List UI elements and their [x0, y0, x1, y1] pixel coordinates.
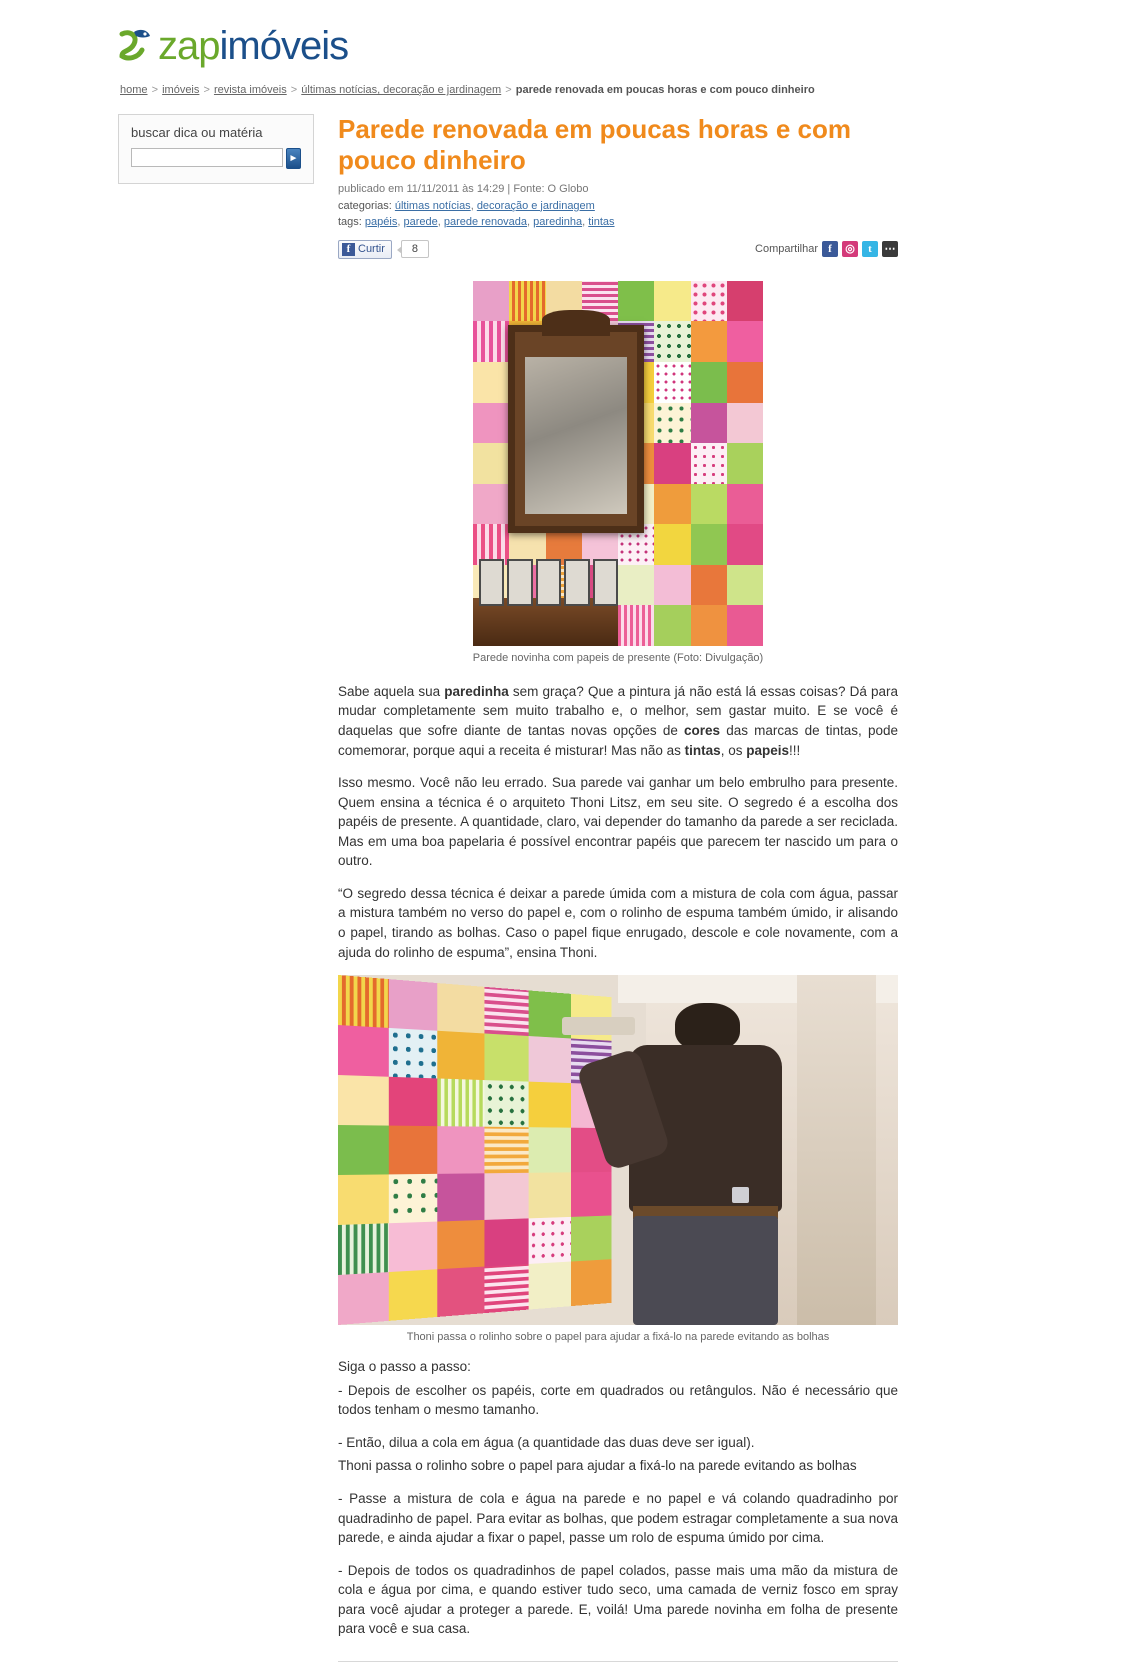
- tags-label: tags:: [338, 216, 362, 229]
- facebook-icon[interactable]: f: [822, 241, 838, 257]
- comma: ,: [582, 216, 586, 229]
- more-share-icon[interactable]: ⋯: [882, 241, 898, 257]
- facebook-like-button[interactable]: [338, 240, 392, 259]
- category-link-ultimas-noticias[interactable]: últimas notícias: [394, 199, 471, 212]
- logo-text-imoveis: imóveis: [219, 24, 349, 68]
- search-input[interactable]: [131, 148, 283, 167]
- step-2-note: Thoni passa o rolinho sobre o papel para ajudar a fixá-lo na parede evitando as bolhas: [338, 1458, 857, 1474]
- photo-frame: [507, 559, 532, 606]
- breadcrumb-separator: >: [203, 84, 210, 96]
- steps-intro: Siga o passo a passo:: [338, 1359, 471, 1375]
- comma: ,: [397, 216, 401, 229]
- article-body-top: [338, 682, 898, 962]
- comma: ,: [437, 216, 441, 229]
- wall-corner: [797, 975, 875, 1325]
- comma: ,: [527, 216, 531, 229]
- paragraph-3: “O segredo dessa técnica é deixar a parede úmida com a mistura de cola com água, passar a mistura também no verso do papel e, com o rolinho de espuma também úmido, ir alisando o papel, tirando as bolhas. Caso o papel fique enrugado, descole e cole novamente, com a ajuda do rolinho de espuma”, ensina Thoni.: [338, 885, 898, 960]
- step-1: - Depois de escolher os papéis, corte em quadrados ou retângulos. Não é necessário que todos tenham o mesmo tamanho.: [338, 1382, 898, 1418]
- breadcrumb-separator: >: [151, 84, 159, 96]
- tags-line: [338, 214, 898, 231]
- wristwatch: [732, 1187, 749, 1203]
- photo-frame: [479, 559, 504, 606]
- site-header: [0, 0, 1141, 70]
- parede-patchwork-espelho-photo: [473, 281, 763, 646]
- figure-caption-1: Parede novinha com papeis de presente (Foto: Divulgação): [472, 651, 764, 664]
- share-widget: [755, 241, 898, 257]
- category-link-decoracao[interactable]: decoração e jardinagem: [476, 199, 595, 212]
- photo-frames-group: [479, 547, 618, 605]
- facebook-like-label: Curtir: [358, 243, 385, 256]
- step-3: - Passe a mistura de cola e água na parede e no papel e vá colando quadradinho por quadradinho de papel. Para evitar as bolhas, que podem estragar completamente a sua nova parede, e ainda ajudar a fixar o papel, passe um rolo de espuma úmido por cima.: [338, 1490, 898, 1546]
- article-figure-2: [338, 975, 898, 1343]
- step-4: - Depois de todos os quadradinhos de papel colados, passe mais uma mão da mistura de cola e água por cima, e quando estiver tudo seco, uma camada de verniz fosco em spray para você ajudar a proteger a parede. E, voilá! Uma parede novinha em folha de presente para você e sua casa.: [338, 1562, 898, 1637]
- tag-link-paredinha[interactable]: paredinha: [533, 216, 583, 229]
- tag-link-parede-renovada[interactable]: parede renovada: [443, 216, 528, 229]
- breadcrumb-item-current: parede renovada em poucas horas e com pouco dinheiro: [515, 84, 815, 96]
- article-meta: [338, 181, 898, 231]
- search-label: buscar dica ou matéria: [131, 125, 263, 140]
- facebook-like-widget: [338, 240, 429, 259]
- twitter-icon[interactable]: t: [862, 241, 878, 257]
- search-box: [118, 114, 314, 184]
- tag-link-parede[interactable]: parede: [403, 216, 438, 229]
- paragraph-2: Isso mesmo. Você não leu errado. Sua parede vai ganhar um belo embrulho para presente. Quem ensina a técnica é o arquiteto Thoni Litsz, em seu site. O segredo é a escolha dos papéis de presente. A quantidade, claro, vai depender do tamanho da parede a ser reciclada. Mas em uma boa papelaria é possível encontrar papéis que parecem ter nascido um para o outro.: [338, 775, 898, 869]
- comma: ,: [470, 199, 474, 212]
- breadcrumb-item-revista-imoveis[interactable]: revista imóveis: [213, 84, 287, 96]
- photo-frame: [564, 559, 589, 606]
- mirror-glass: [525, 357, 628, 514]
- breadcrumb: [0, 70, 1141, 96]
- main-column: [330, 114, 1141, 1662]
- content-wrapper: [0, 96, 1141, 1662]
- share-label: Compartilhar: [755, 243, 818, 256]
- tag-link-papeis[interactable]: papéis: [364, 216, 398, 229]
- mirror-graphic: [508, 325, 644, 533]
- mirror-crest: [542, 310, 611, 335]
- step-2: - Então, dilua a cola em água (a quantidade das duas deve ser igual).: [338, 1434, 755, 1450]
- logo-text-zap: zap: [158, 24, 220, 68]
- content-divider: [338, 1661, 898, 1662]
- facebook-like-count: 8: [401, 240, 429, 258]
- tag-link-tintas[interactable]: tintas: [588, 216, 615, 229]
- breadcrumb-separator: >: [505, 84, 512, 96]
- article-body-steps: [338, 1357, 898, 1639]
- photo-frame: [536, 559, 561, 606]
- facebook-icon: f: [342, 243, 355, 256]
- publish-info: publicado em 11/11/2011 às 14:29 | Fonte: O Globo: [338, 183, 589, 196]
- figure-caption-2: Thoni passa o rolinho sobre o papel para ajudar a fixá-lo na parede evitando as bolhas: [406, 1331, 830, 1344]
- social-row: [338, 240, 898, 259]
- submit-arrow-icon: ►: [288, 153, 299, 164]
- paragraph-1: Sabe aquela sua paredinha sem graça? Que a pintura já não está lá essas coisas? Dá para mudar completamente sem muito trabalho e, o melhor, sem gastar muito. E se você é daquelas que sofre diante de tantas novas opções de cores das marcas de tintas, pode comemorar, porque aqui a receita é misturar! Mas não as tintas, os papeis!!!: [338, 683, 898, 758]
- search-submit-button[interactable]: [286, 148, 301, 169]
- zap-bird-logo-icon: [118, 26, 154, 66]
- sidebar: [118, 114, 330, 1662]
- instagram-icon[interactable]: ◎: [842, 241, 858, 257]
- breadcrumb-item-home[interactable]: home: [120, 84, 148, 96]
- breadcrumb-separator: >: [290, 84, 298, 96]
- site-logo[interactable]: [118, 22, 1141, 70]
- page-title: Parede renovada em poucas horas e com pouco dinheiro: [338, 114, 851, 175]
- thoni-aplicando-rolinho-photo: [338, 975, 898, 1325]
- photo-frame: [593, 559, 618, 606]
- article-figure-1: [338, 281, 898, 664]
- categories-line: [338, 198, 898, 215]
- breadcrumb-item-ultimas-noticias[interactable]: últimas notícias, decoração e jardinagem: [301, 84, 502, 96]
- categories-label: categorias:: [338, 199, 392, 212]
- person-figure: [618, 1003, 808, 1325]
- breadcrumb-item-imoveis[interactable]: imóveis: [162, 84, 200, 96]
- jeans: [633, 1216, 778, 1325]
